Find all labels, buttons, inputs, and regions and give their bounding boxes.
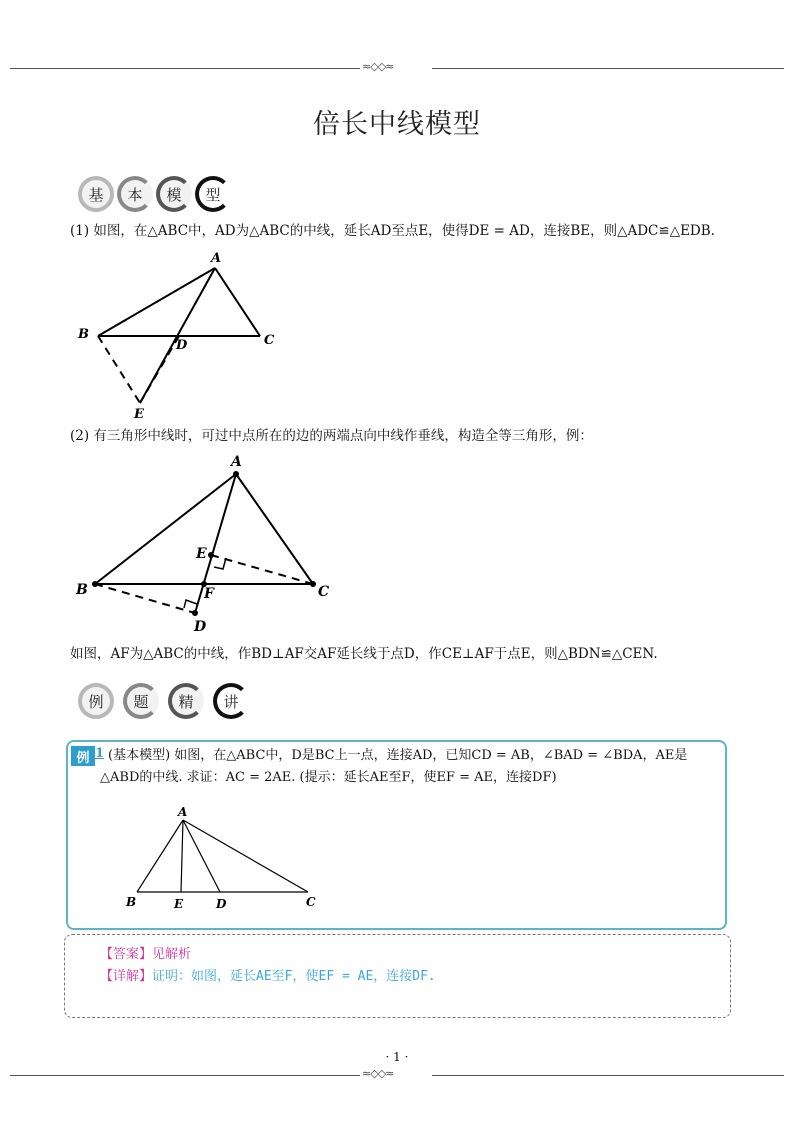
example-number: 1 bbox=[95, 746, 105, 761]
label-a: A bbox=[211, 251, 222, 266]
detail-label: 【详解】 bbox=[100, 969, 153, 984]
header-rule-left bbox=[10, 68, 360, 69]
right-angle-d bbox=[184, 600, 197, 608]
header-ornament-icon: ≈◇◇≈ bbox=[362, 60, 394, 73]
paragraph-1: (1) 如图，在△ABC中，AD为△ABC的中线，延长AD至点E，使得DE = AD，连接BE，则△ADC≌△EDB. bbox=[70, 223, 715, 239]
label-a: A bbox=[231, 454, 242, 470]
label-b: B bbox=[126, 895, 137, 909]
section-char-1: 例 bbox=[78, 683, 114, 719]
section-char-4: 讲 bbox=[213, 683, 249, 719]
segment-ad bbox=[195, 474, 236, 613]
label-f: F bbox=[204, 586, 214, 602]
section-char-2: 题 bbox=[123, 683, 159, 719]
section-char-4: 型 bbox=[195, 176, 231, 212]
example-1-figure bbox=[120, 800, 330, 915]
answer-label: 【答案】 bbox=[100, 947, 153, 962]
segment-ab bbox=[98, 268, 215, 336]
section-char-2: 本 bbox=[117, 176, 153, 212]
label-b: B bbox=[78, 327, 89, 342]
label-d: D bbox=[176, 338, 188, 353]
paragraph-2: (2) 有三角形中线时，可过中点所在的边的两端点向中线作垂线，构造全等三角形，例： bbox=[70, 428, 593, 444]
example-1-line-2: △ABD的中线. 求证：AC = 2AE. (提示：延长AE至F，使EF = AE，连接DF) bbox=[100, 770, 557, 785]
label-d: D bbox=[194, 619, 207, 635]
figure-2 bbox=[70, 450, 340, 635]
segment-bd bbox=[95, 584, 195, 613]
example-tag: 例 bbox=[71, 746, 95, 766]
label-e: E bbox=[196, 546, 207, 562]
footer-rule-right bbox=[432, 1075, 784, 1076]
right-angle-e bbox=[214, 558, 226, 569]
answer-value: 见解析 bbox=[152, 947, 192, 962]
segment-ac bbox=[215, 268, 260, 336]
paragraph-3: 如图，AF为△ABC的中线，作BD⊥AF交AF延长线于点D，作CE⊥AF于点E，则△BDN≌△CEN. bbox=[70, 646, 658, 662]
answer-line bbox=[100, 945, 191, 965]
label-a: A bbox=[178, 805, 188, 819]
footer-ornament-icon: ≈◇◇≈ bbox=[362, 1067, 394, 1080]
section-char-1: 基 bbox=[78, 176, 114, 212]
figure-1 bbox=[70, 248, 290, 420]
label-c: C bbox=[264, 333, 275, 348]
detail-text: 证明：如图，延长AE至F，使EF = AE，连接DF. bbox=[152, 969, 436, 984]
header-rule-right bbox=[432, 68, 784, 69]
footer-rule-left bbox=[10, 1075, 360, 1076]
segment-ac bbox=[236, 474, 313, 584]
label-e: E bbox=[174, 897, 184, 911]
label-c: C bbox=[318, 584, 330, 600]
page-title: 倍长中线模型 bbox=[313, 109, 481, 140]
label-d: D bbox=[216, 897, 227, 911]
detail-line bbox=[100, 967, 436, 987]
label-e: E bbox=[134, 407, 144, 420]
page-number: · 1 · bbox=[385, 1050, 409, 1064]
section-char-3: 模 bbox=[156, 176, 192, 212]
example-1-line-1: (基本模型) 如图，在△ABC中，D是BC上一点，连接AD，已知CD = AB，∠BAD = ∠BDA，AE是 bbox=[108, 748, 688, 763]
section-char-3: 精 bbox=[168, 683, 204, 719]
segment-be bbox=[98, 336, 140, 403]
label-c: C bbox=[306, 895, 316, 909]
label-b: B bbox=[76, 582, 88, 598]
